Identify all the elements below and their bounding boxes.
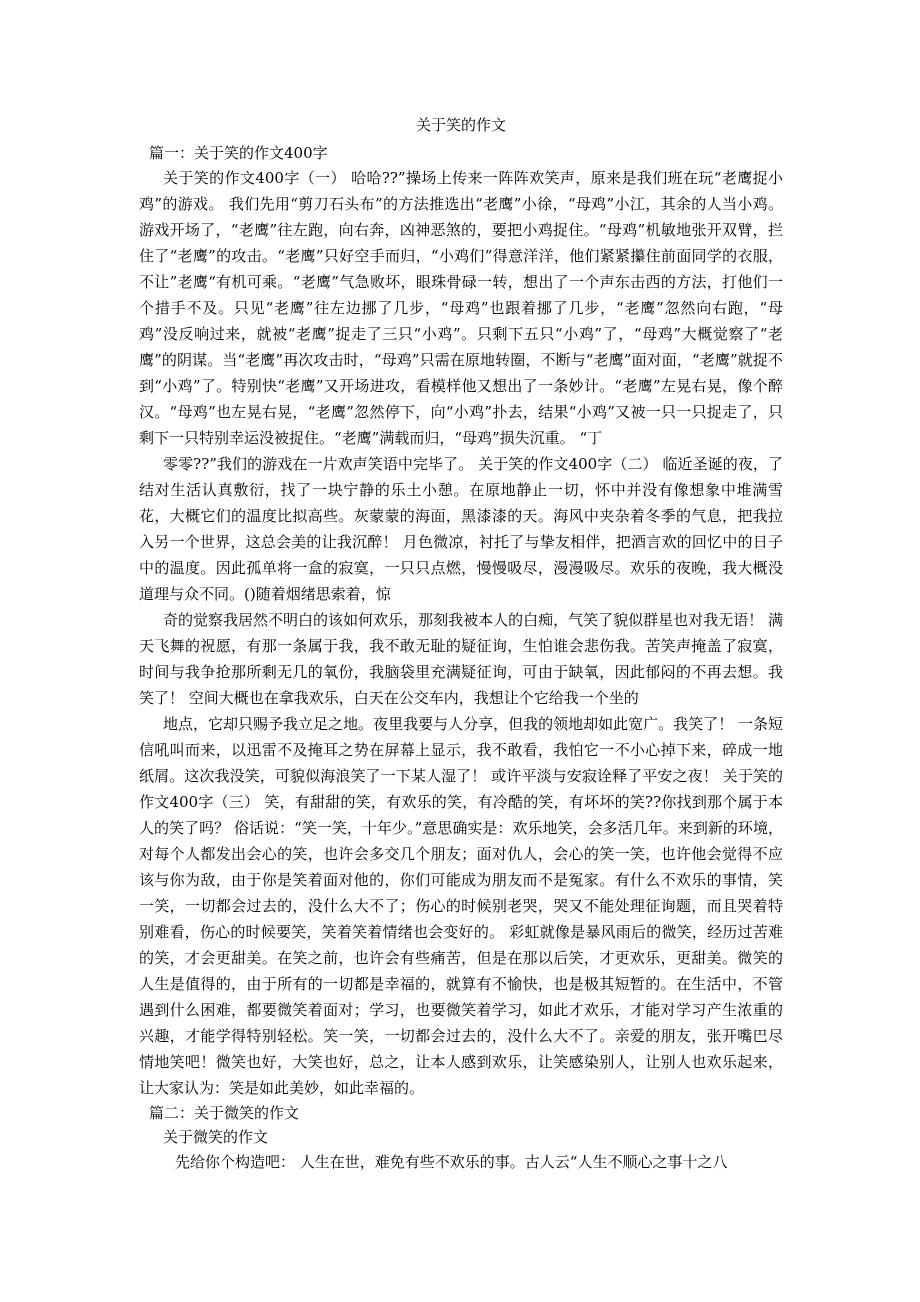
- paragraph-4: 地点，它却只赐予我立足之地。夜里我要与人分享，但我的领地却如此宽广。我笑了！ 一条短信吼叫而来，以迅雷不及掩耳之势在屏幕上显示，我不敢看，我怕它一不小心掉下来，碎成一地纸屑。这次我没笑，可貌似海浪笑了一下某人湿了！ 或许平淡与安寂诠释了平安之夜！ 关于笑的作文400字（三） 笑，有甜甜的笑，有欢乐的笑，有冷酷的笑，有坏坏的笑??你找到那个属于本人的笑了吗？ 俗话说：“笑一笑，十年少。”意思确实是：欢乐地笑，会多活几年。来到新的环境，对每个人都发出会心的笑，也许会多交几个朋友；面对仇人，会心的笑一笑，也许他会觉得不应该与你为敌，由于你是笑着面对他的，你们可能成为朋友而不是冤家。有什么不欢乐的事情，笑一笑，一切都会过去的，没什么大不了；伤心的时候别老哭，哭又不能处理征询题，而且哭着特别难看，伤心的时候要笑，笑着笑着情绪也会变好的。 彩虹就像是暴风雨后的微笑，经历过苦难的笑，才会更甜美。在笑之前，也许会有些痛苦，但是在那以后笑，才更欢乐，更甜美。微笑的人生是值得的，由于所有的一切都是幸福的，就算有不愉快，也是极其短暂的。在生活中，不管遇到什么困难，都要微笑着面对；学习，也要微笑着学习，如此才欢乐，才能对学习产生浓重的兴趣，才能学得特别轻松。笑一笑，一切都会过去的，没什么大不了。亲爱的朋友，张开嘴巴尽情地笑吧！微笑也好，大笑也好，总之，让本人感到欢乐，让笑感染别人，让别人也欢乐起来，让大家认为：笑是如此美妙，如此幸福的。: [139, 715, 783, 1097]
- document-title: 关于笑的作文: [415, 116, 506, 134]
- paragraph-3: 奇的觉察我居然不明白的该如何欢乐，那刻我被本人的白痴，气笑了貌似群星也对我无语！ 满天飞舞的祝愿，有那一条属于我，我不敢无耻的疑征询，生怕谁会悲伤我。苦笑声掩盖了寂寞，时间与我争抢那所剩无几的氧份，我脑袋里充满疑征询，可由于缺氧，因此郁闷的不再去想。我笑了！ 空间大概也在拿我欢乐，白天在公交车内，我想让个它给我一个坐的: [139, 611, 783, 707]
- paragraph-2: 零零??”我们的游戏在一片欢声笑语中完毕了。 关于笑的作文400字（二） 临近圣诞的夜，了结对生活认真敷衍，找了一块宁静的乐土小憩。在原地静止一切，怀中并没有像想象中堆满雪花，大概它们的温度比拟高些。灰蒙蒙的海面，黑漆漆的天。海风中夹杂着冬季的气息，把我拉入另一个世界，这总会美的让我沉醉！ 月色微凉，衬托了与挚友相伴，把酒言欢的回忆中的日子中的温度。因此孤单将一盒的寂寞，一只只点燃，慢慢吸尽，漫漫吸尽。欢乐的夜晚，我大概没道理与众不同。()随着烟绪思索着，惊: [139, 455, 783, 603]
- paragraph-1: 关于笑的作文400字（一） 哈哈??”操场上传来一阵阵欢笑声，原来是我们班在玩“老鹰捉小鸡”的游戏。 我们先用“剪刀石头布”的方法推选出“老鹰”小徐，“母鸡”小江，其余的人当小鸡。 游戏开场了，“老鹰”往左跑，向右奔，凶神恶煞的，要把小鸡捉住。“母鸡”机敏地张开双臂，拦住了“老鹰”的攻击。“老鹰”只好空手而归，“小鸡们”得意洋洋，他们紧紧攥住前面同学的衣服，不让”老鹰“有机可乘。“老鹰”气急败坏，眼珠骨碌一转，想出了一个声东击西的方法，打他们一个措手不及。只见“老鹰”往左边挪了几步，“母鸡”也跟着挪了几步，“老鹰”忽然向右跑，“母鸡”没反响过来，就被“老鹰”捉走了三只“小鸡”。只剩下五只“小鸡”了，“母鸡”大概觉察了“老鹰”的阴谋。当“老鹰”再次攻击时，“母鸡”只需在原地转圈，不断与“老鹰”面对面，“老鹰”就捉不到“小鸡”了。特别快“老鹰”又开场进攻，看模样他又想出了一条妙计。“老鹰”左晃右晃，像个醉汉。“母鸡”也左晃右晃，“老鹰”忽然停下，向“小鸡”扑去，结果“小鸡”又被一只一只捉走了，只剩下一只特别幸运没被捉住。“老鹰”满载而归，“母鸡”损失沉重。 “丁: [139, 169, 783, 447]
- section-1-heading: 篇一：关于笑的作文400字: [149, 144, 328, 162]
- document-body: [139, 112, 783, 1175]
- section-2-subheading: 关于微笑的作文: [163, 1128, 269, 1146]
- section-2-paragraph: 先给你个构造吧： 人生在世，难免有些不欢乐的事。古人云“人生不顺心之事十之八: [175, 1153, 728, 1171]
- section-2-heading: 篇二：关于微笑的作文: [149, 1104, 300, 1122]
